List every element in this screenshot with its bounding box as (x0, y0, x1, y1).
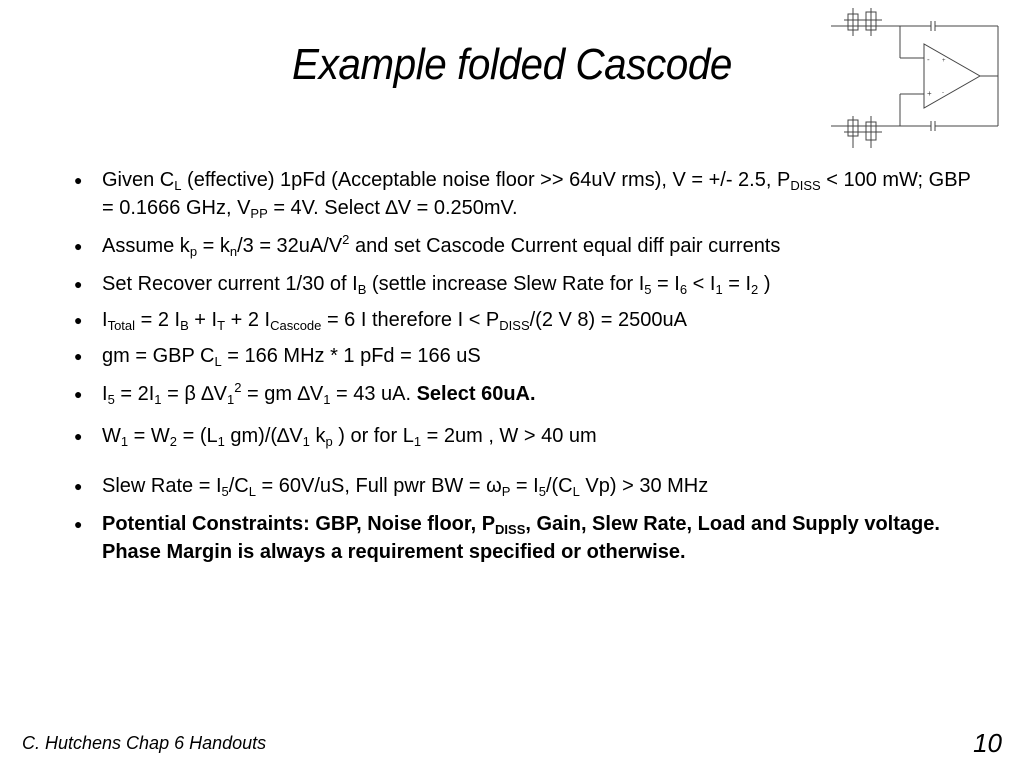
bullet-text-part: P (501, 484, 511, 499)
bullet-text-part: p (325, 434, 333, 449)
bullet-text-part: = I (651, 273, 680, 295)
bullet-dot-icon: ● (74, 516, 83, 532)
bullet-text-part: 2 (342, 232, 350, 247)
bullet-text-part: = k (197, 235, 230, 257)
bullet-text-part: Select 60uA. (416, 383, 536, 405)
bullet-text-part: and set Cascode Current equal diff pair currents (349, 235, 781, 257)
bullet-item (74, 380, 974, 408)
bullet-text-part: = I (510, 475, 539, 497)
bullet-text-part: , Gain, Slew Rate, Load and Supply voltage. Phase Margin is always a requirement specified or otherwise. (102, 513, 940, 563)
bullet-text-part: DISS (495, 522, 526, 537)
bullet-dot-icon: ● (74, 238, 83, 254)
bullet-text-part: Vp) > 30 MHz (579, 475, 709, 497)
bullet-text-part: gm = GBP C (102, 345, 215, 367)
bullet-item (74, 166, 974, 222)
svg-text:-: - (927, 55, 930, 64)
svg-text:+: + (942, 58, 946, 64)
bullet-text-part: 1 (715, 282, 723, 297)
bullet-text-part: n (229, 244, 238, 259)
bullet-text-part: /(C (545, 475, 573, 497)
page-number: 10 (973, 728, 1002, 758)
bullet-text-part: = I (722, 273, 752, 295)
bullet-text-part: 5 (644, 282, 652, 297)
bullet-text-part: 2 (169, 434, 178, 449)
bullet-text-part: V = 0.250mV. (397, 197, 518, 219)
bullet-text-part: ∆ (385, 197, 398, 219)
bullet-text-part: 1 (226, 392, 235, 407)
bullet-text-part: PP (250, 206, 268, 221)
bullet-text-part: (effective) 1pFd (Acceptable noise floor >> 64uV rms), V = +/- 2.5, P (181, 169, 791, 191)
bullet-text-part: ω (486, 475, 502, 497)
bullet-text-part: L (572, 484, 580, 499)
bullet-text-part: Potential Constraints: GBP, Noise floor, P (102, 513, 496, 535)
bullet-text-part: I (102, 309, 108, 331)
bullet-item (74, 342, 974, 370)
bullet-text-part: Given C (102, 169, 175, 191)
bullet-text-part: Slew Rate = I (102, 475, 222, 497)
bullet-text-part: β (184, 383, 196, 405)
bullet-text-part: ∆ (297, 383, 310, 405)
footer-author: C. Hutchens Chap 6 Handouts (22, 733, 267, 753)
bullet-item (74, 472, 974, 500)
bullet-text-part: 2 (234, 380, 242, 395)
bullet-text-part: V (309, 383, 324, 405)
bullet-dot-icon: ● (74, 348, 83, 364)
bullet-text-part: gm)/( (224, 425, 278, 447)
bullet-text-part: ∆ (277, 425, 290, 447)
bullet-text-part: /C (228, 475, 249, 497)
bullet-text-part: 1 (413, 434, 422, 449)
bullet-text-part: = 6 I therefore I < P (321, 309, 500, 331)
bullet-text-part: + 2 I (225, 309, 271, 331)
folded-cascode-circuit-diagram (826, 6, 1006, 156)
bullet-text-part: = 2um , W > 40 um (421, 425, 597, 447)
bullet-text-part: 1 (217, 434, 225, 449)
bullet-text-part: k (309, 425, 326, 447)
bullet-text-part: ∆ (201, 383, 214, 405)
bullet-item (74, 306, 974, 334)
bullet-text-part: 1 (302, 434, 310, 449)
bullet-text-part: < 100 mW; GBP = 0.1666 GHz, V (102, 169, 971, 219)
bullet-dot-icon: ● (74, 276, 83, 292)
bullet-text-part: = (L (177, 425, 218, 447)
bullet-text-part: 5 (538, 484, 546, 499)
bullet-text-part: I (102, 383, 108, 405)
bullet-item (74, 232, 974, 260)
bullet-text-part: Total (107, 318, 136, 333)
bullet-text-part: ) (758, 273, 771, 295)
bullet-text-part: + I (188, 309, 218, 331)
bullet-text-part: V (213, 383, 227, 405)
bullet-item (74, 270, 974, 298)
bullet-text-part: = 166 MHz * 1 pFd = 166 uS (221, 345, 481, 367)
bullet-text-part: = 60V/uS, Full pwr BW = (255, 475, 487, 497)
bullet-text-part: 2 (751, 282, 759, 297)
bullet-list (74, 166, 974, 566)
bullet-text-part: W (102, 425, 121, 447)
bullet-text-part: = 4V. Select (267, 197, 386, 219)
bullet-text-part: = 43 uA. (330, 383, 417, 405)
bullet-text-part: = gm (241, 383, 298, 405)
bullet-text-part: Assume k (102, 235, 190, 257)
bullet-text-part: Cascode (270, 318, 322, 333)
bullet-text-part: = (161, 383, 185, 405)
bullet-text-part: T (217, 318, 226, 333)
bullet-text-part: 6 (679, 282, 688, 297)
bullet-text-part: DISS (499, 318, 530, 333)
bullet-text-part: DISS (790, 178, 821, 193)
bullet-item (74, 510, 974, 566)
slide-title: Example folded Cascode (292, 40, 732, 89)
bullet-text-part: (settle increase Slew Rate for I (366, 273, 645, 295)
svg-text:-: - (942, 90, 944, 96)
bullet-item (74, 422, 974, 450)
bullet-text-part: p (189, 244, 198, 259)
bullet-text-part: V (289, 425, 303, 447)
bullet-text-part: /(2 V 8) = 2500uA (529, 309, 687, 331)
bullet-text-part: L (248, 484, 256, 499)
bullet-text-part: 1 (120, 434, 129, 449)
bullet-text-part: 5 (107, 392, 115, 407)
bullet-text-part: 5 (221, 484, 229, 499)
bullet-dot-icon: ● (74, 428, 83, 444)
bullet-text-part: < I (687, 273, 716, 295)
bullet-text-part: L (174, 178, 182, 193)
svg-text:+: + (927, 89, 932, 98)
bullet-dot-icon: ● (74, 386, 83, 402)
bullet-dot-icon: ● (74, 478, 83, 494)
bullet-text-part: B (357, 282, 367, 297)
bullet-text-part: B (180, 318, 189, 333)
bullet-dot-icon: ● (74, 172, 83, 188)
bullet-text-part: Set Recover current 1/30 of I (102, 273, 358, 295)
bullet-text-part: /3 = 32uA/V (237, 235, 343, 257)
bullet-text-part: L (214, 354, 222, 369)
bullet-text-part: = 2 I (135, 309, 181, 331)
bullet-text-part: 1 (323, 392, 331, 407)
bullet-text-part: = 2I (114, 383, 155, 405)
bullet-text-part: 1 (154, 392, 162, 407)
bullet-text-part: ) or for L (332, 425, 414, 447)
bullet-dot-icon: ● (74, 312, 83, 328)
bullet-text-part: = W (128, 425, 170, 447)
